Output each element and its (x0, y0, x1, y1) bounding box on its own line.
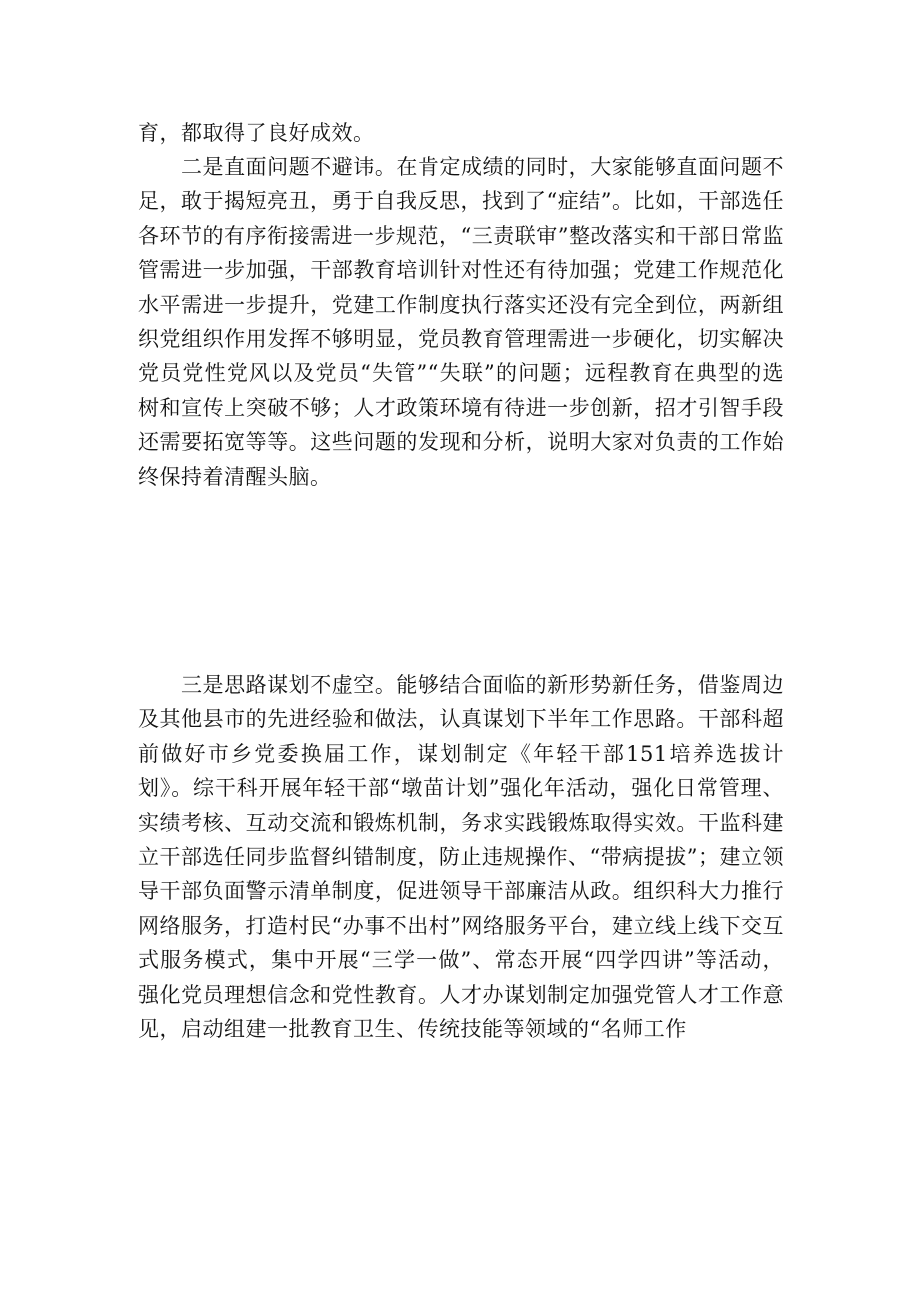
paragraph-problems: 二是直面问题不避讳。在肯定成绩的同时，大家能够直面问题不足，敢于揭短亮丑，勇于自我反思，找到了“症结”。比如，干部选任各环节的有序衔接需进一步规范，“三责联审”整改落实和干部日常监管需进一步加强，干部教育培训针对性还有待加强；党建工作规范化水平需进一步提升，党建工作制度执行落实还没有完全到位，两新组织党组织作用发挥不够明显，党员教育管理需进一步硬化，切实解决党员党性党风以及党员“失管”“失联”的问题；远程教育在典型的选树和宣传上突破不够；人才政策环境有待进一步创新，招才引智手段还需要拓宽等等。这些问题的发现和分析，说明大家对负责的工作始终保持着清醒头脑。 (138, 155, 784, 489)
paragraph-planning: 三是思路谋划不虚空。能够结合面临的新形势新任务，借鉴周边及其他县市的先进经验和做法，认真谋划下半年工作思路。干部科超前做好市乡党委换届工作，谋划制定《年轻干部151培养选拔计划》。综干科开展年轻干部“墩苗计划”强化年活动，强化日常管理、实绩考核、互动交流和锻炼机制，务求实践锻炼取得实效。干监科建立干部选任同步监督纠错制度，防止违规操作、“带病提拔”；建立领导干部负面警示清单制度，促进领导干部廉洁从政。组织科大力推行网络服务，打造村民“办事不出村”网络服务平台，建立线上线下交互式服务模式，集中开展“三学一做”、常态开展“四学四讲”等活动，强化党员理想信念和党性教育。人才办谋划制定加强党管人才工作意见，启动组建一批教育卫生、传统技能等领域的“名师工作 (138, 673, 784, 1042)
paragraph-continuation: 育，都取得了良好成效。 (138, 121, 375, 145)
